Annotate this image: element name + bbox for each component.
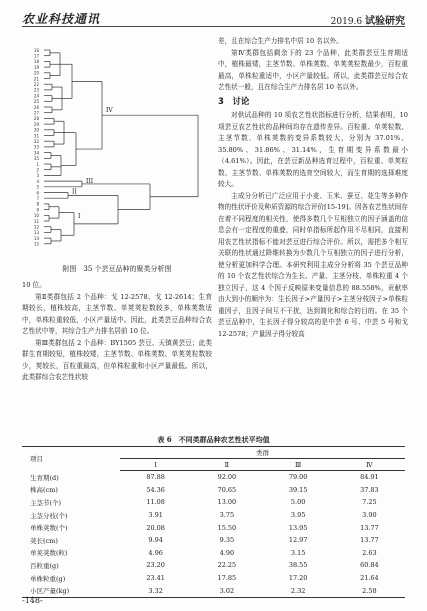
- paragraph: 第Ⅲ类群包括 2 个品种：BY1505 芸豆、天镇黄芸豆；此类群生育期较短，植株较矮，主茎节数、单株荚数、单荚荚粒数较少，荚较长，百粒重最高，但单株粒重和小区产量最低。所以，此类群综合农艺性状较: [22, 338, 212, 381]
- table-cell: 79.00: [288, 473, 308, 482]
- leaf-label: 30: [33, 127, 39, 133]
- leaf-label: 8: [36, 201, 39, 207]
- dendrogram-svg: [22, 36, 212, 262]
- leaf-label: 12: [33, 224, 39, 230]
- leaf-label: 23: [33, 87, 39, 93]
- journal-title: 农业科技通讯: [22, 12, 101, 26]
- row-label: 单荚荚数(粒): [30, 549, 68, 558]
- leaf-label: 27: [33, 110, 39, 116]
- dendrogram-figure: [22, 36, 212, 262]
- leaf-label: 13: [33, 230, 39, 236]
- table-cell: 17.85: [217, 574, 237, 583]
- leaf-label: 34: [33, 150, 39, 156]
- issue-number: 2019.6: [330, 17, 365, 27]
- table-cell: 60.84: [360, 561, 379, 570]
- leaf-label: 24: [33, 93, 39, 99]
- table-cell: 4.96: [148, 548, 163, 557]
- leaf-label: 10: [33, 213, 39, 219]
- table-cell: 9.94: [148, 536, 163, 545]
- table-cell: 3.91: [148, 511, 163, 520]
- row-label: 单株粒重(g): [30, 574, 66, 583]
- table-cell: 3.02: [191, 584, 262, 597]
- table-cell: 12.97: [288, 536, 308, 545]
- leaf-label: 26: [33, 104, 39, 110]
- table-cell: 11.08: [146, 498, 165, 507]
- table-cell: 13.77: [360, 523, 379, 532]
- cluster-label: IV: [106, 107, 113, 115]
- table-cell: 4.90: [219, 548, 235, 557]
- column-header: Ⅱ: [191, 459, 262, 471]
- column-header: Ⅰ: [120, 459, 191, 471]
- table-cell: 13.95: [288, 523, 308, 532]
- paragraph: 差，且在综合生产力排名中居 10 名以外。: [218, 37, 343, 45]
- paragraph: 第Ⅱ类群包括 2 个品种：戈 12-2578、戈 12-2614；生育期较长，植株较高，主茎节数、单荚荚粒数较多，单株荚数适中，单株粒重较低，小区产量适中。因此，此类芸豆品种综合农艺性状中等，其综合生产力排名居前 10 位。: [22, 292, 212, 335]
- leaf-label: 22: [33, 82, 39, 87]
- table-cell: 22.25: [217, 561, 237, 570]
- table-header-group: 类群: [120, 447, 405, 459]
- table-row: [22, 471, 405, 484]
- table-cell: 3.75: [219, 511, 235, 520]
- leaf-label: 16: [33, 47, 39, 53]
- right-column: [218, 36, 408, 340]
- paragraph: 10 位。: [22, 281, 46, 289]
- table-row: [22, 496, 405, 509]
- table-cell: 15.50: [217, 523, 237, 532]
- table-row: [22, 572, 405, 585]
- left-column: [22, 280, 212, 384]
- table-cell: 3.32: [120, 584, 191, 597]
- leaf-label: 15: [33, 241, 39, 247]
- cluster-label: III: [86, 177, 94, 185]
- row-label: 单株荚数(个): [30, 524, 68, 533]
- row-label: 荚长(cm): [30, 536, 58, 545]
- figure-caption: 附图 35 个芸豆品种的聚类分析图: [62, 265, 172, 273]
- section-name: 试验研究: [365, 16, 405, 27]
- leaf-label: 17: [33, 53, 39, 59]
- header-rule: [22, 26, 405, 27]
- table-title: 表 6 不同类群品种农艺性状平均值: [157, 435, 270, 444]
- table-row: [22, 534, 405, 547]
- table-cell: 13.00: [217, 498, 237, 507]
- table-cell: 7.25: [362, 498, 377, 507]
- cluster-label: I: [78, 212, 81, 220]
- leaf-label: 4: [36, 178, 39, 184]
- page-header: [22, 8, 405, 28]
- table-cell: 23.20: [146, 561, 165, 570]
- table-cell: 70.65: [217, 485, 237, 494]
- leaf-label: 28: [33, 116, 39, 122]
- table-cell: 92.00: [217, 473, 237, 482]
- table-cell: 23.41: [146, 574, 165, 583]
- column-header: Ⅲ: [263, 459, 334, 471]
- leaf-label: 32: [33, 139, 39, 144]
- leaf-label: 18: [33, 59, 39, 65]
- table-cell: 13.77: [360, 536, 379, 545]
- row-label: 生育期(d): [30, 473, 59, 482]
- page-number: -148-: [22, 596, 43, 605]
- cluster-label: II: [72, 188, 77, 196]
- table-cell: 3.95: [290, 511, 306, 520]
- table-cell: 2.58: [334, 584, 405, 597]
- trait-table: [22, 446, 405, 598]
- table-row: [22, 509, 405, 522]
- leaf-label: 6: [36, 190, 39, 196]
- section-heading: 3 讨论: [218, 96, 250, 107]
- row-label: 百粒重(g): [30, 561, 59, 570]
- leaf-label: 31: [33, 133, 39, 139]
- table-cell: 39.15: [288, 485, 308, 494]
- table-header-project: 项目: [22, 447, 120, 471]
- table-row: [22, 559, 405, 572]
- table-cell: 84.91: [360, 473, 379, 482]
- table-cell: 38.55: [288, 561, 308, 570]
- leaf-label: 7: [36, 196, 39, 201]
- table-cell: 21.64: [360, 574, 379, 583]
- column-header: Ⅳ: [334, 459, 405, 471]
- leaf-label: 33: [33, 144, 39, 150]
- row-label: 小区产量(kg): [22, 584, 120, 597]
- leaf-label: 1: [36, 161, 39, 167]
- paragraph: 对供试品种的 10 项农艺性状指标进行分析，结果表明，10 项芸豆农艺性状的品种间均存在遗传差异。百粒重、单荚粒数、主茎节数、单株荚数的变异系数较大，分别为 37.01%、35.80%、31.86%、31.14%，生育期变异系数最小（4.61%）。因此，在芸豆新品种选育过程中，百粒重、单荚粒数、主茎节数、单株荚数的选育空间较大，而生育期的选择难度较大。: [218, 111, 408, 188]
- row-label: 主茎分枝(个): [30, 511, 68, 520]
- table-row: [22, 584, 405, 597]
- leaf-label: 29: [33, 121, 39, 127]
- table-cell: 3.90: [362, 511, 377, 520]
- leaf-label: 25: [33, 99, 39, 105]
- leaf-label: 11: [33, 218, 39, 224]
- table-cell: 3.15: [290, 548, 306, 557]
- row-label: 株高(cm): [30, 486, 58, 495]
- table-cell: 37.83: [360, 485, 379, 494]
- table-row: [22, 484, 405, 497]
- table-cell: 17.20: [288, 574, 308, 583]
- leaf-label: 21: [33, 76, 39, 82]
- table-row: [22, 547, 405, 560]
- leaf-label: 20: [33, 70, 39, 76]
- leaf-label: 9: [36, 207, 39, 213]
- leaf-label: 14: [33, 235, 39, 241]
- table-cell: 2.63: [362, 548, 377, 557]
- table-cell: 9.35: [219, 536, 235, 545]
- row-label: 主茎节(个): [30, 498, 62, 507]
- table-cell: 2.32: [263, 584, 334, 597]
- issue-info: [331, 12, 405, 27]
- leaf-label: 35: [33, 156, 39, 162]
- leaf-label: 3: [36, 173, 39, 179]
- table-cell: 87.88: [146, 473, 165, 482]
- leaf-label: 19: [33, 64, 39, 70]
- table-cell: 54.36: [146, 485, 165, 494]
- leaf-label: 2: [36, 167, 39, 173]
- table-cell: 20.08: [146, 523, 165, 532]
- table-row: [22, 521, 405, 534]
- paragraph: 主成分分析已广泛应用于小麦、玉米、蚕豆、花生等多种作物的性状评价及种质资源的综合评价[15-19]。因各农艺性状间存在着不同程度的相关性，使得多数几个互相独立的因子涵盖的信息会有一定程度的重叠，同时单指标所起作用不尽相同，直接利用农艺性状指标不能对芸豆进行综合评价。所以，需把多个相互关联的性状通过降维转换为少数几个互相独立的因子进行分析，使分析更加科学合理。本研究利用主成分分析将 35 个芸豆品种的 10 个农艺性状综合为生长、产量、主茎分枝、单株粒重 4 个独立因子，这 4 个因子反映原来变量信息的 88.558%，贡献率由大到小的顺序为：生长因子>产量因子>主茎分枝因子>单株粒重因子，且因子间互不干扰，达到简化和综合的目的。在 35 个芸豆品种中，生长因子得分较高的是中芸 6 号、中芸 5 号和戈 12-2578；产量因子得分较高: [218, 191, 408, 338]
- paragraph: 第Ⅳ类群包括剩余下的 23 个品种，此类群芸豆生育期适中，植株最矮，主茎节数、单株荚数、单荚荚粒数最少，百粒重最高，单株粒重适中，小区产量较低。所以，此类群芸豆综合农艺性状一般，且在综合生产力排名居 10 名以外。: [218, 48, 408, 91]
- leaf-label: 5: [36, 184, 39, 190]
- table-cell: 5.00: [290, 498, 306, 507]
